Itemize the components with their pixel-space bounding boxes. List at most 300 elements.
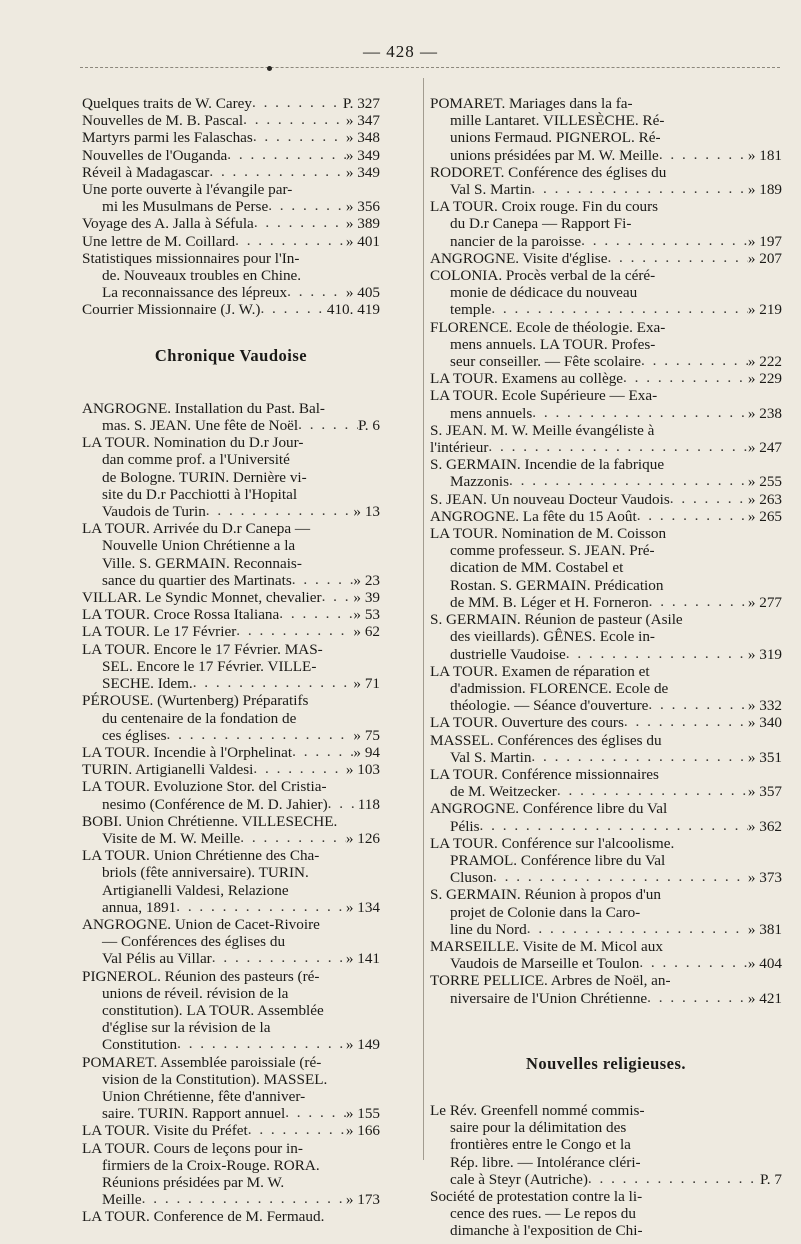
entry-page: » 94: [353, 743, 380, 761]
entry-line: [82, 198, 380, 215]
dot-leader: [285, 1104, 346, 1121]
entry-text: S. GERMAIN. Incendie de la fabrique: [430, 456, 665, 474]
entry-line: [82, 796, 380, 813]
entry-line: [430, 439, 782, 456]
entry-page: » 347: [345, 112, 380, 130]
dot-leader: [557, 782, 748, 799]
entry-text: MARSEILLE. Visite de M. Micol aux: [430, 937, 663, 955]
entry-text: firmiers de la Croix-Rouge. RORA.: [102, 1156, 320, 1174]
entry-page: » 319: [747, 645, 782, 663]
dot-leader: [527, 920, 748, 937]
entry-line: [82, 486, 380, 503]
entry-page: » 155: [345, 1105, 380, 1123]
entry-line: [430, 319, 782, 336]
dot-leader: [292, 571, 354, 588]
dot-leader: [252, 94, 343, 111]
entry-page: » 222: [747, 353, 782, 371]
entry-line: [430, 1119, 782, 1136]
entry-line: [82, 555, 380, 572]
entry-text: de MM. B. Léger et H. Forneron: [450, 593, 649, 611]
entry-text: de. Nouveaux troubles en Chine.: [102, 267, 302, 285]
entry-text: SEL. Encore le 17 Février. VILLE-: [102, 657, 317, 675]
entry-line: [430, 783, 782, 800]
entry-text: S. JEAN. Un nouveau Docteur Vaudois: [430, 490, 670, 508]
entry-text: VILLAR. Le Syndic Monnet, chevalier: [82, 589, 322, 607]
entry-line: [430, 972, 782, 989]
entry-text: TURIN. Artigianelli Valdesi: [82, 761, 254, 779]
dot-leader: [287, 283, 346, 300]
entry-line: [430, 577, 782, 594]
entry-text: Val S. Martin: [450, 748, 532, 766]
entry-page: » 332: [747, 697, 782, 715]
entry-text: Constitution: [102, 1036, 178, 1054]
entry-line: [430, 628, 782, 645]
entry-page: » 389: [345, 215, 380, 233]
chronique-heading: Chronique Vaudoise: [154, 345, 308, 365]
entry-line: [430, 835, 782, 852]
entry-line: [430, 749, 782, 766]
entry-text: Rostan. S. GERMAIN. Prédication: [450, 576, 664, 594]
entry-text: du centenaire de la fondation de: [102, 709, 297, 727]
entry-line: [82, 864, 380, 881]
entry-text: Quelques traits de W. Carey: [82, 95, 252, 112]
entry-line: [82, 813, 380, 830]
entry-line: [82, 520, 380, 537]
entry-text: mi les Musulmans de Perse: [102, 198, 269, 216]
entry-text: mens annuels: [450, 404, 533, 422]
dot-leader: [532, 404, 748, 421]
dot-leader: [235, 232, 346, 249]
entry-text: RODORET. Conférence des églises du: [430, 163, 667, 181]
entry-text: ANGROGNE. La fête du 15 Août: [430, 507, 637, 525]
entry-text: dication de MM. Costabel et: [450, 559, 624, 577]
entry-text: LA TOUR. Ouverture des cours: [430, 714, 624, 732]
entry-line: [430, 1154, 782, 1171]
dot-leader: [209, 163, 345, 180]
entry-page: » 13: [353, 503, 380, 521]
entry-text: annua, 1891: [102, 898, 177, 916]
entry-page: 118: [357, 795, 380, 813]
dot-leader: [254, 214, 346, 231]
entry-text: des vieillards). GÊNES. Ecole in-: [450, 628, 655, 646]
entry-line: [82, 692, 380, 709]
entry-line: [82, 727, 380, 744]
entry-line: [82, 1140, 380, 1157]
entry-line: [82, 985, 380, 1002]
entry-page: » 103: [345, 761, 380, 779]
entry-line: [82, 451, 380, 468]
entry-text: LA TOUR. Union Chrétienne des Cha-: [82, 847, 320, 865]
entry-page: » 189: [747, 181, 782, 199]
entry-text: SECHE. Idem.: [102, 675, 193, 693]
entry-line: [430, 215, 782, 232]
entry-page: » 265: [747, 507, 782, 525]
entry-line: [430, 301, 782, 318]
entry-page: » 401: [345, 232, 380, 250]
entry-line: [82, 503, 380, 520]
entry-line: [82, 830, 380, 847]
entry-line: [82, 1174, 380, 1191]
entry-line: [82, 882, 380, 899]
entry-text: temple: [450, 301, 492, 319]
entry-text: Ville. S. GERMAIN. Reconnais-: [102, 554, 302, 572]
entry-line: [82, 417, 380, 434]
entry-text: LA TOUR. Visite du Préfet: [82, 1122, 248, 1140]
entry-line: [430, 336, 782, 353]
entry-text: unions présidées par M. W. Meille: [450, 146, 659, 164]
entry-text: LA TOUR. Ecole Supérieure — Exa-: [430, 387, 658, 405]
entry-text: Rép. libre. — Intolérance cléri-: [450, 1153, 641, 1171]
entry-line: [82, 181, 380, 198]
entry-text: d'église sur la révision de la: [102, 1019, 271, 1037]
dot-leader: [659, 146, 748, 163]
entry-line: [430, 1188, 782, 1205]
entry-line: [430, 886, 782, 903]
entry-line: [430, 422, 782, 439]
entry-page: » 340: [747, 714, 782, 732]
dot-leader: [292, 743, 353, 760]
entry-line: [430, 1205, 782, 1222]
entry-line: [430, 508, 782, 525]
entry-page: » 404: [747, 955, 782, 973]
entry-line: [82, 1019, 380, 1036]
entry-line: [430, 456, 782, 473]
entry-text: Martyrs parmi les Falaschas: [82, 129, 253, 147]
entry-line: [82, 250, 380, 267]
entry-text: cence des rues. — Le repos du: [450, 1205, 636, 1223]
entry-line: [430, 387, 782, 404]
entry-text: PÉROUSE. (Wurtenberg) Préparatifs: [82, 692, 309, 710]
entry-line: [82, 710, 380, 727]
dot-leader: [581, 232, 748, 249]
chronique-continued-list: [430, 95, 782, 1007]
dot-leader: [624, 713, 748, 730]
dot-leader: [177, 1035, 346, 1052]
entry-text: Mazzonis: [450, 473, 510, 491]
entry-text: S. GERMAIN. Réunion à propos d'un: [430, 886, 661, 904]
entry-line: [430, 1136, 782, 1153]
entry-page: » 263: [747, 490, 782, 508]
entry-text: Voyage des A. Jalla à Séfula: [82, 215, 254, 233]
entry-page: » 356: [345, 198, 380, 216]
entry-text: dan comme prof. a l'Université: [102, 451, 290, 469]
entry-line: [82, 129, 380, 146]
entry-line: [430, 1102, 782, 1119]
dot-leader: [531, 748, 747, 765]
entry-text: nancier de la paroisse: [450, 232, 582, 250]
entry-line: [82, 933, 380, 950]
entry-text: cale à Steyr (Autriche): [450, 1170, 588, 1188]
entry-text: comme professeur. S. JEAN. Pré-: [450, 542, 655, 560]
dot-leader: [268, 197, 346, 214]
entry-text: LA TOUR. Encore le 17 Février. MAS-: [82, 640, 323, 658]
dot-leader: [648, 696, 747, 713]
entry-line: [82, 301, 380, 318]
entry-text: Nouvelles de l'Ouganda: [82, 146, 228, 164]
entry-text: POMARET. Assemblée paroissiale (ré-: [82, 1053, 322, 1071]
entry-line: [82, 215, 380, 232]
entry-text: mas. S. JEAN. Une fête de Noël: [102, 417, 299, 435]
dot-leader: [491, 300, 748, 317]
entry-text: site du D.r Pacchiotti à l'Hopital: [102, 485, 298, 503]
entry-line: [82, 1191, 380, 1208]
entry-line: [82, 641, 380, 658]
entry-line: [82, 847, 380, 864]
dot-leader: [531, 180, 747, 197]
entry-line: [82, 1071, 380, 1088]
entry-page: » 421: [747, 989, 782, 1007]
entry-text: unions de réveil. révision de la: [102, 984, 289, 1002]
dot-leader: [647, 989, 748, 1006]
entry-line: [430, 370, 782, 387]
entry-line: [82, 164, 380, 181]
entry-line: [430, 818, 782, 835]
dot-leader: [588, 1170, 760, 1187]
dot-leader: [637, 507, 748, 524]
dot-leader: [328, 795, 358, 812]
entry-line: [82, 744, 380, 761]
entry-text: sance du quartier des Martinats: [102, 571, 292, 589]
nouvelles-heading: Nouvelles religieuses.: [525, 1053, 687, 1073]
entry-page: » 219: [747, 301, 782, 319]
entry-text: l'intérieur: [430, 439, 489, 457]
dot-leader: [236, 622, 353, 639]
entry-line: [82, 284, 380, 301]
entry-page: » 181: [747, 146, 782, 164]
entry-page: P. 6: [358, 417, 380, 435]
entry-text: d'admission. FLORENCE. Ecole de: [450, 679, 669, 697]
entry-page: » 277: [747, 593, 782, 611]
entry-page: » 53: [353, 606, 380, 624]
entry-text: La reconnaissance des lépreux: [102, 284, 288, 302]
entry-text: BOBI. Union Chrétienne. VILLESECHE.: [82, 812, 338, 830]
entry-line: [82, 589, 380, 606]
entry-line: [430, 646, 782, 663]
dot-leader: [623, 369, 748, 386]
entry-line: [430, 284, 782, 301]
entry-text: FLORENCE. Ecole de théologie. Exa-: [430, 318, 666, 336]
entry-line: [82, 778, 380, 795]
entry-line: [82, 233, 380, 250]
entry-line: [430, 990, 782, 1007]
ink-dot: [267, 66, 272, 71]
entry-text: vision de la Constitution). MASSEL.: [102, 1070, 328, 1088]
entry-text: LA TOUR. Conference de M. Fermaud.: [82, 1208, 325, 1226]
header-rule: [80, 67, 780, 68]
entry-line: [82, 1122, 380, 1139]
entry-text: Statistiques missionnaires pour l'In-: [82, 249, 300, 267]
chronique-list: [82, 400, 380, 1226]
dot-leader: [493, 868, 748, 885]
entry-text: projet de Colonie dans la Caro-: [450, 903, 641, 921]
entry-page: » 126: [345, 829, 380, 847]
dot-leader: [176, 898, 346, 915]
entry-line: [430, 921, 782, 938]
entry-line: [430, 663, 782, 680]
entry-line: [82, 1002, 380, 1019]
entry-line: [430, 1171, 782, 1188]
entry-text: monie de dédicace du nouveau: [450, 284, 638, 302]
entry-text: saire pour la délimitation des: [450, 1119, 627, 1137]
entry-line: [430, 766, 782, 783]
entry-line: [430, 147, 782, 164]
entry-text: frontières entre le Congo et la: [450, 1136, 631, 1154]
entry-text: TORRE PELLICE. Arbres de Noël, an-: [430, 972, 671, 990]
entry-line: [430, 112, 782, 129]
entry-text: Le Rév. Greenfell nommé commis-: [430, 1101, 645, 1119]
entry-text: Nouvelles de M. B. Pascal: [82, 112, 244, 130]
entry-text: mille Lantaret. VILLESÈCHE. Ré-: [450, 112, 665, 130]
nouvelles-list: [430, 1102, 782, 1240]
entry-line: [430, 405, 782, 422]
entry-page: » 75: [353, 726, 380, 744]
entry-line: [430, 233, 782, 250]
entry-line: [82, 658, 380, 675]
entry-page: » 134: [345, 898, 380, 916]
entry-text: PIGNEROL. Réunion des pasteurs (ré-: [82, 967, 320, 985]
entry-line: [82, 400, 380, 417]
entry-page: » 238: [747, 404, 782, 422]
entry-text: Vaudois de Turin: [102, 503, 206, 521]
entry-line: [430, 714, 782, 731]
entry-text: seur conseiller. — Fête scolaire: [450, 353, 642, 371]
entry-line: [82, 1157, 380, 1174]
entry-line: [82, 1036, 380, 1053]
entry-page: » 255: [747, 473, 782, 491]
entry-text: briols (fête anniversaire). TURIN.: [102, 864, 309, 882]
entry-text: LA TOUR. Nomination de M. Coisson: [430, 525, 667, 543]
entry-text: théologie. — Séance d'ouverture: [450, 697, 649, 715]
dot-leader: [639, 954, 748, 971]
entry-text: Pélis: [450, 817, 480, 835]
missions-list: [82, 95, 380, 319]
entry-text: ces églises: [102, 726, 167, 744]
entry-text: dimanche à l'exposition de Chi-: [450, 1222, 643, 1240]
entry-line: [430, 95, 782, 112]
page-number: — 428 —: [363, 42, 438, 61]
dot-leader: [509, 472, 748, 489]
entry-line: [430, 732, 782, 749]
entry-text: du D.r Canepa — Rapport Fi-: [450, 215, 632, 233]
entry-text: ANGROGNE. Installation du Past. Bal-: [82, 399, 325, 417]
entry-text: Val Pélis au Villar: [102, 950, 212, 968]
entry-text: unions Fermaud. PIGNEROL. Ré-: [450, 129, 661, 147]
dot-leader: [279, 605, 353, 622]
entry-line: [430, 198, 782, 215]
entry-page: » 349: [345, 146, 380, 164]
entry-line: [430, 680, 782, 697]
entry-page: » 362: [747, 817, 782, 835]
dot-leader: [240, 829, 346, 846]
entry-line: [430, 559, 782, 576]
entry-line: [82, 469, 380, 486]
entry-text: Vaudois de Marseille et Toulon: [450, 955, 640, 973]
dot-leader: [260, 300, 326, 317]
dot-leader: [206, 502, 354, 519]
entry-text: Cluson: [450, 869, 494, 887]
entry-page: » 71: [353, 675, 380, 693]
entry-page: P. 7: [760, 1170, 782, 1188]
entry-page: » 62: [353, 623, 380, 641]
entry-line: [430, 491, 782, 508]
entry-text: saire. TURIN. Rapport annuel: [102, 1105, 286, 1123]
entry-line: [430, 181, 782, 198]
entry-line: [82, 1105, 380, 1122]
dot-leader: [253, 128, 346, 145]
entry-text: mens annuels. LA TOUR. Profes-: [450, 335, 656, 353]
entry-page: » 247: [747, 439, 782, 457]
entry-line: [82, 1054, 380, 1071]
entry-text: LA TOUR. Incendie à l'Orphelinat: [82, 743, 293, 761]
entry-line: [82, 899, 380, 916]
left-column: [82, 95, 380, 1226]
entry-text: LA TOUR. Arrivée du D.r Canepa —: [82, 520, 311, 538]
entry-line: [82, 537, 380, 554]
entry-line: [430, 164, 782, 181]
dot-leader: [212, 949, 346, 966]
entry-text: niversaire de l'Union Chrétienne: [450, 989, 648, 1007]
dot-leader: [243, 111, 346, 128]
entry-line: [430, 955, 782, 972]
dot-leader: [641, 352, 748, 369]
entry-page: » 207: [747, 249, 782, 267]
entry-text: — Conférences des églises du: [102, 933, 286, 951]
entry-text: line du Nord: [450, 920, 527, 938]
entry-page: » 373: [747, 869, 782, 887]
entry-line: [82, 112, 380, 129]
entry-line: [82, 606, 380, 623]
entry-text: S. JEAN. M. W. Meille évangéliste à: [430, 421, 655, 439]
entry-text: LA TOUR. Nomination du D.r Jour-: [82, 434, 304, 452]
entry-text: Val S. Martin: [450, 181, 532, 199]
entry-line: [82, 434, 380, 451]
entry-text: LA TOUR. Croce Rossa Italiana: [82, 606, 280, 624]
entry-text: COLONIA. Procès verbal de la céré-: [430, 267, 656, 285]
entry-line: [82, 1088, 380, 1105]
entry-page: P. 327: [342, 95, 380, 112]
entry-page: » 23: [353, 571, 380, 589]
entry-line: [430, 353, 782, 370]
entry-line: [430, 869, 782, 886]
entry-text: Artigianelli Valdesi, Relazione: [102, 881, 289, 899]
entry-line: [430, 1222, 782, 1239]
entry-text: Union Chrétienne, fête d'anniver-: [102, 1087, 306, 1105]
entry-text: LA TOUR. Examen de réparation et: [430, 662, 650, 680]
entry-line: [430, 525, 782, 542]
entry-text: Une porte ouverte à l'évangile par-: [82, 181, 293, 199]
entry-line: [430, 250, 782, 267]
dot-leader: [142, 1190, 346, 1207]
dot-leader: [607, 249, 747, 266]
entry-page: 410. 419: [326, 301, 380, 319]
entry-text: Nouvelle Union Chrétienne a la: [102, 537, 296, 555]
entry-text: ANGROGNE. Conférence libre du Val: [430, 800, 668, 818]
entry-line: [82, 95, 380, 112]
dot-leader: [298, 416, 358, 433]
entry-page: » 149: [345, 1036, 380, 1054]
dot-leader: [566, 645, 748, 662]
dot-leader: [167, 726, 354, 743]
entry-text: LA TOUR. Conférence sur l'alcoolisme.: [430, 834, 675, 852]
entry-text: nesimo (Conférence de M. D. Jahier): [102, 795, 328, 813]
entry-line: [430, 473, 782, 490]
entry-text: ANGROGNE. Union de Cacet-Rivoire: [82, 915, 320, 933]
column-divider: [423, 78, 424, 1160]
entry-text: LA TOUR. Croix rouge. Fin du cours: [430, 198, 659, 216]
entry-line: [82, 623, 380, 640]
entry-line: [430, 542, 782, 559]
entry-text: Courrier Missionnaire (J. W.): [82, 301, 261, 319]
